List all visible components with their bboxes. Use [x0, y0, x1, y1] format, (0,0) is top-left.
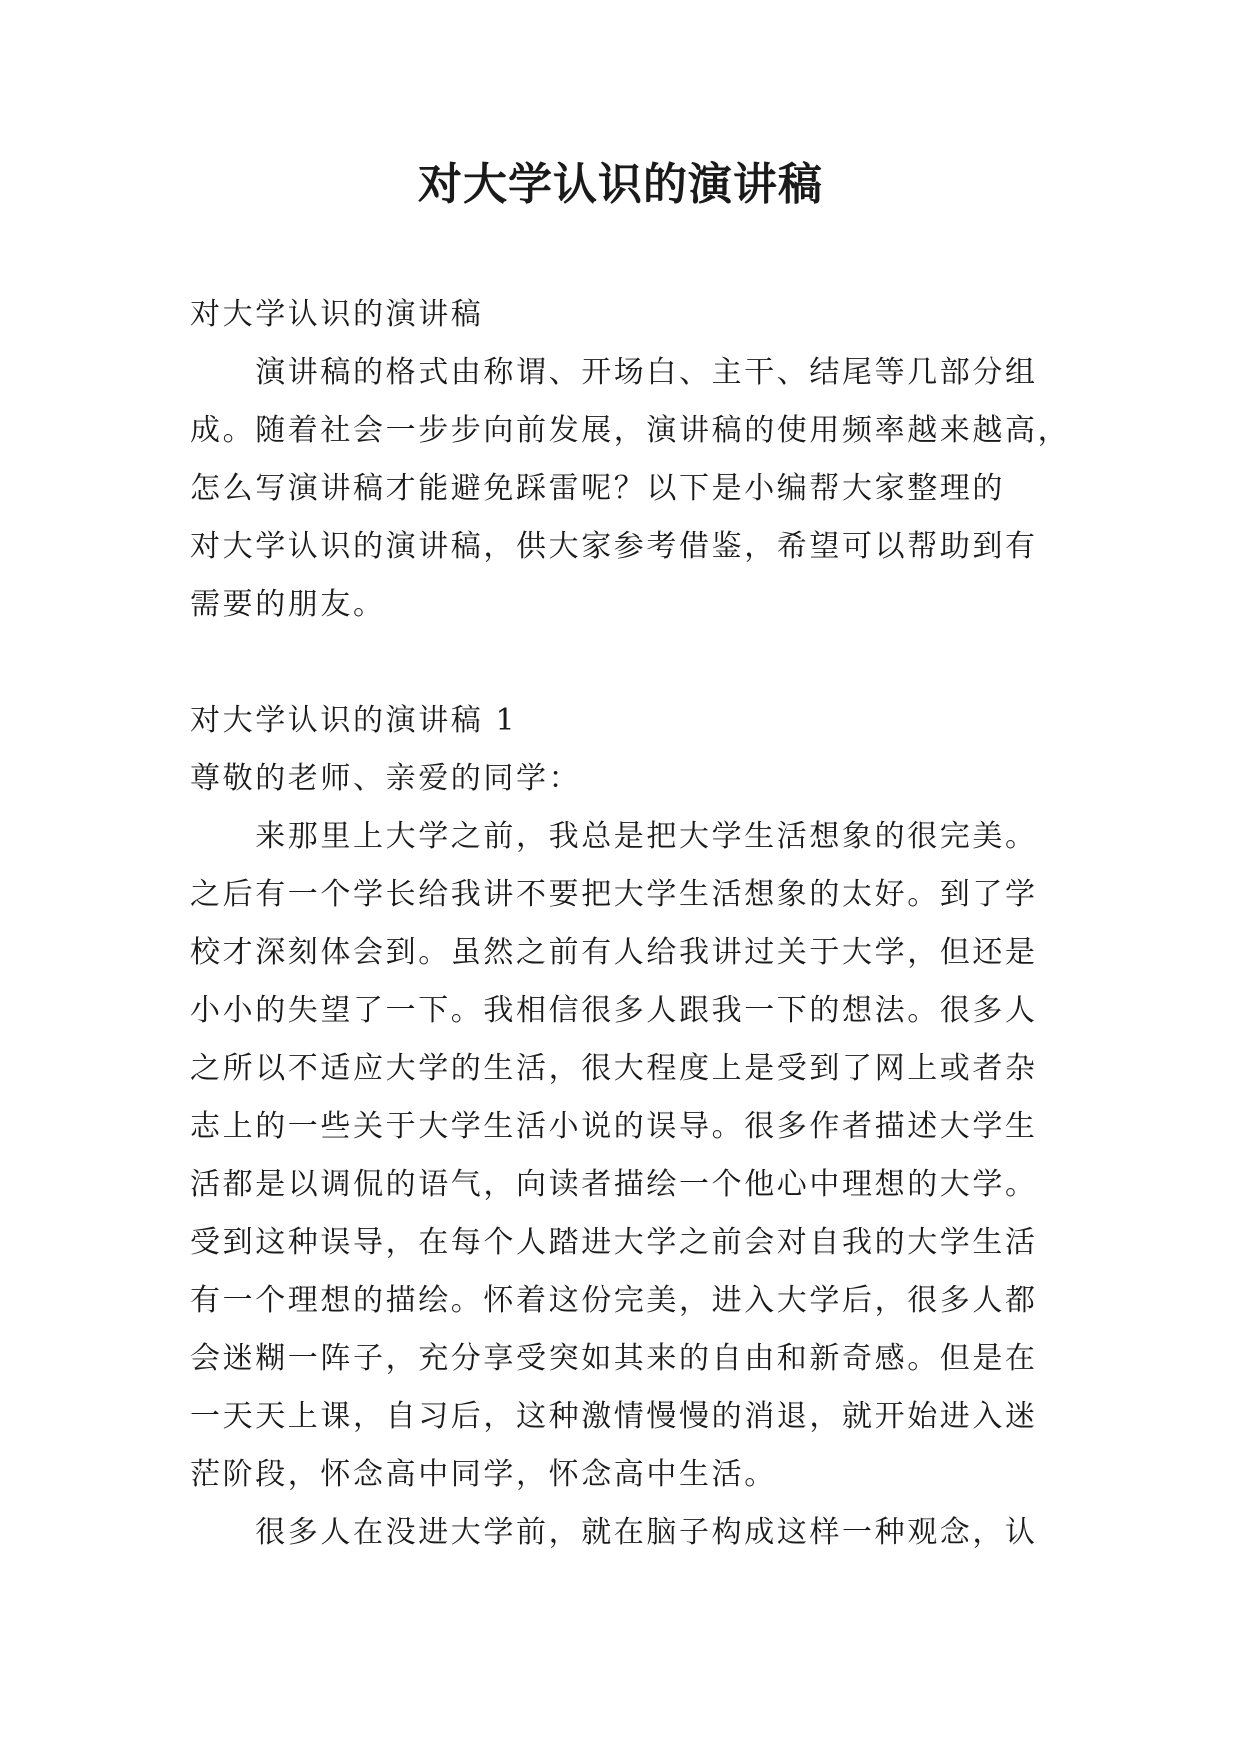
- intro-line: 成。随着社会一步步向前发展，演讲稿的使用频率越来越高，: [190, 413, 1071, 448]
- intro-line: 怎么写演讲稿才能避免踩雷呢？以下是小编帮大家整理的: [190, 471, 1005, 506]
- paragraph-line: 校才深刻体会到。虽然之前有人给我讲过关于大学，但还是: [190, 935, 1038, 970]
- paragraph-line: 一天天上课，自习后，这种激情慢慢的消退，就开始进入迷: [190, 1399, 1038, 1434]
- body-paragraph-2: [190, 1504, 1050, 1562]
- salutation: 尊敬的老师、亲爱的同学：: [190, 761, 582, 796]
- paragraph-line: 之后有一个学长给我讲不要把大学生活想象的太好。到了学: [190, 877, 1038, 912]
- body-paragraph-1: [190, 808, 1050, 1504]
- intro-line: 演讲稿的格式由称谓、开场白、主干、结尾等几部分组: [190, 355, 1038, 390]
- paragraph-line: 茫阶段，怀念高中同学，怀念高中生活。: [190, 1457, 777, 1492]
- intro-line: 需要的朋友。: [190, 587, 386, 622]
- paragraph-line: 小小的失望了一下。我相信很多人跟我一下的想法。很多人: [190, 993, 1038, 1028]
- paragraph-line: 会迷糊一阵子，充分享受突如其来的自由和新奇感。但是在: [190, 1341, 1038, 1376]
- paragraph-line: 受到这种误导，在每个人踏进大学之前会对自我的大学生活: [190, 1225, 1038, 1260]
- section-heading: 对大学认识的演讲稿 1: [190, 703, 518, 738]
- document-subtitle: 对大学认识的演讲稿: [190, 297, 484, 332]
- paragraph-spacer: [190, 634, 1050, 692]
- paragraph-line: 很多人在没进大学前，就在脑子构成这样一种观念，认: [190, 1515, 1038, 1550]
- paragraph-line: 来那里上大学之前，我总是把大学生活想象的很完美。: [190, 819, 1038, 854]
- paragraph-line: 之所以不适应大学的生活，很大程度上是受到了网上或者杂: [190, 1051, 1038, 1086]
- intro-line: 对大学认识的演讲稿，供大家参考借鉴，希望可以帮助到有: [190, 529, 1038, 564]
- document-title: 对大学认识的演讲稿: [418, 159, 823, 210]
- document-body: [190, 286, 1071, 1562]
- paragraph-line: 志上的一些关于大学生活小说的误导。很多作者描述大学生: [190, 1109, 1038, 1144]
- intro-paragraph: [190, 344, 1071, 634]
- paragraph-line: 活都是以调侃的语气，向读者描绘一个他心中理想的大学。: [190, 1167, 1038, 1202]
- paragraph-line: 有一个理想的描绘。怀着这份完美，进入大学后，很多人都: [190, 1283, 1038, 1318]
